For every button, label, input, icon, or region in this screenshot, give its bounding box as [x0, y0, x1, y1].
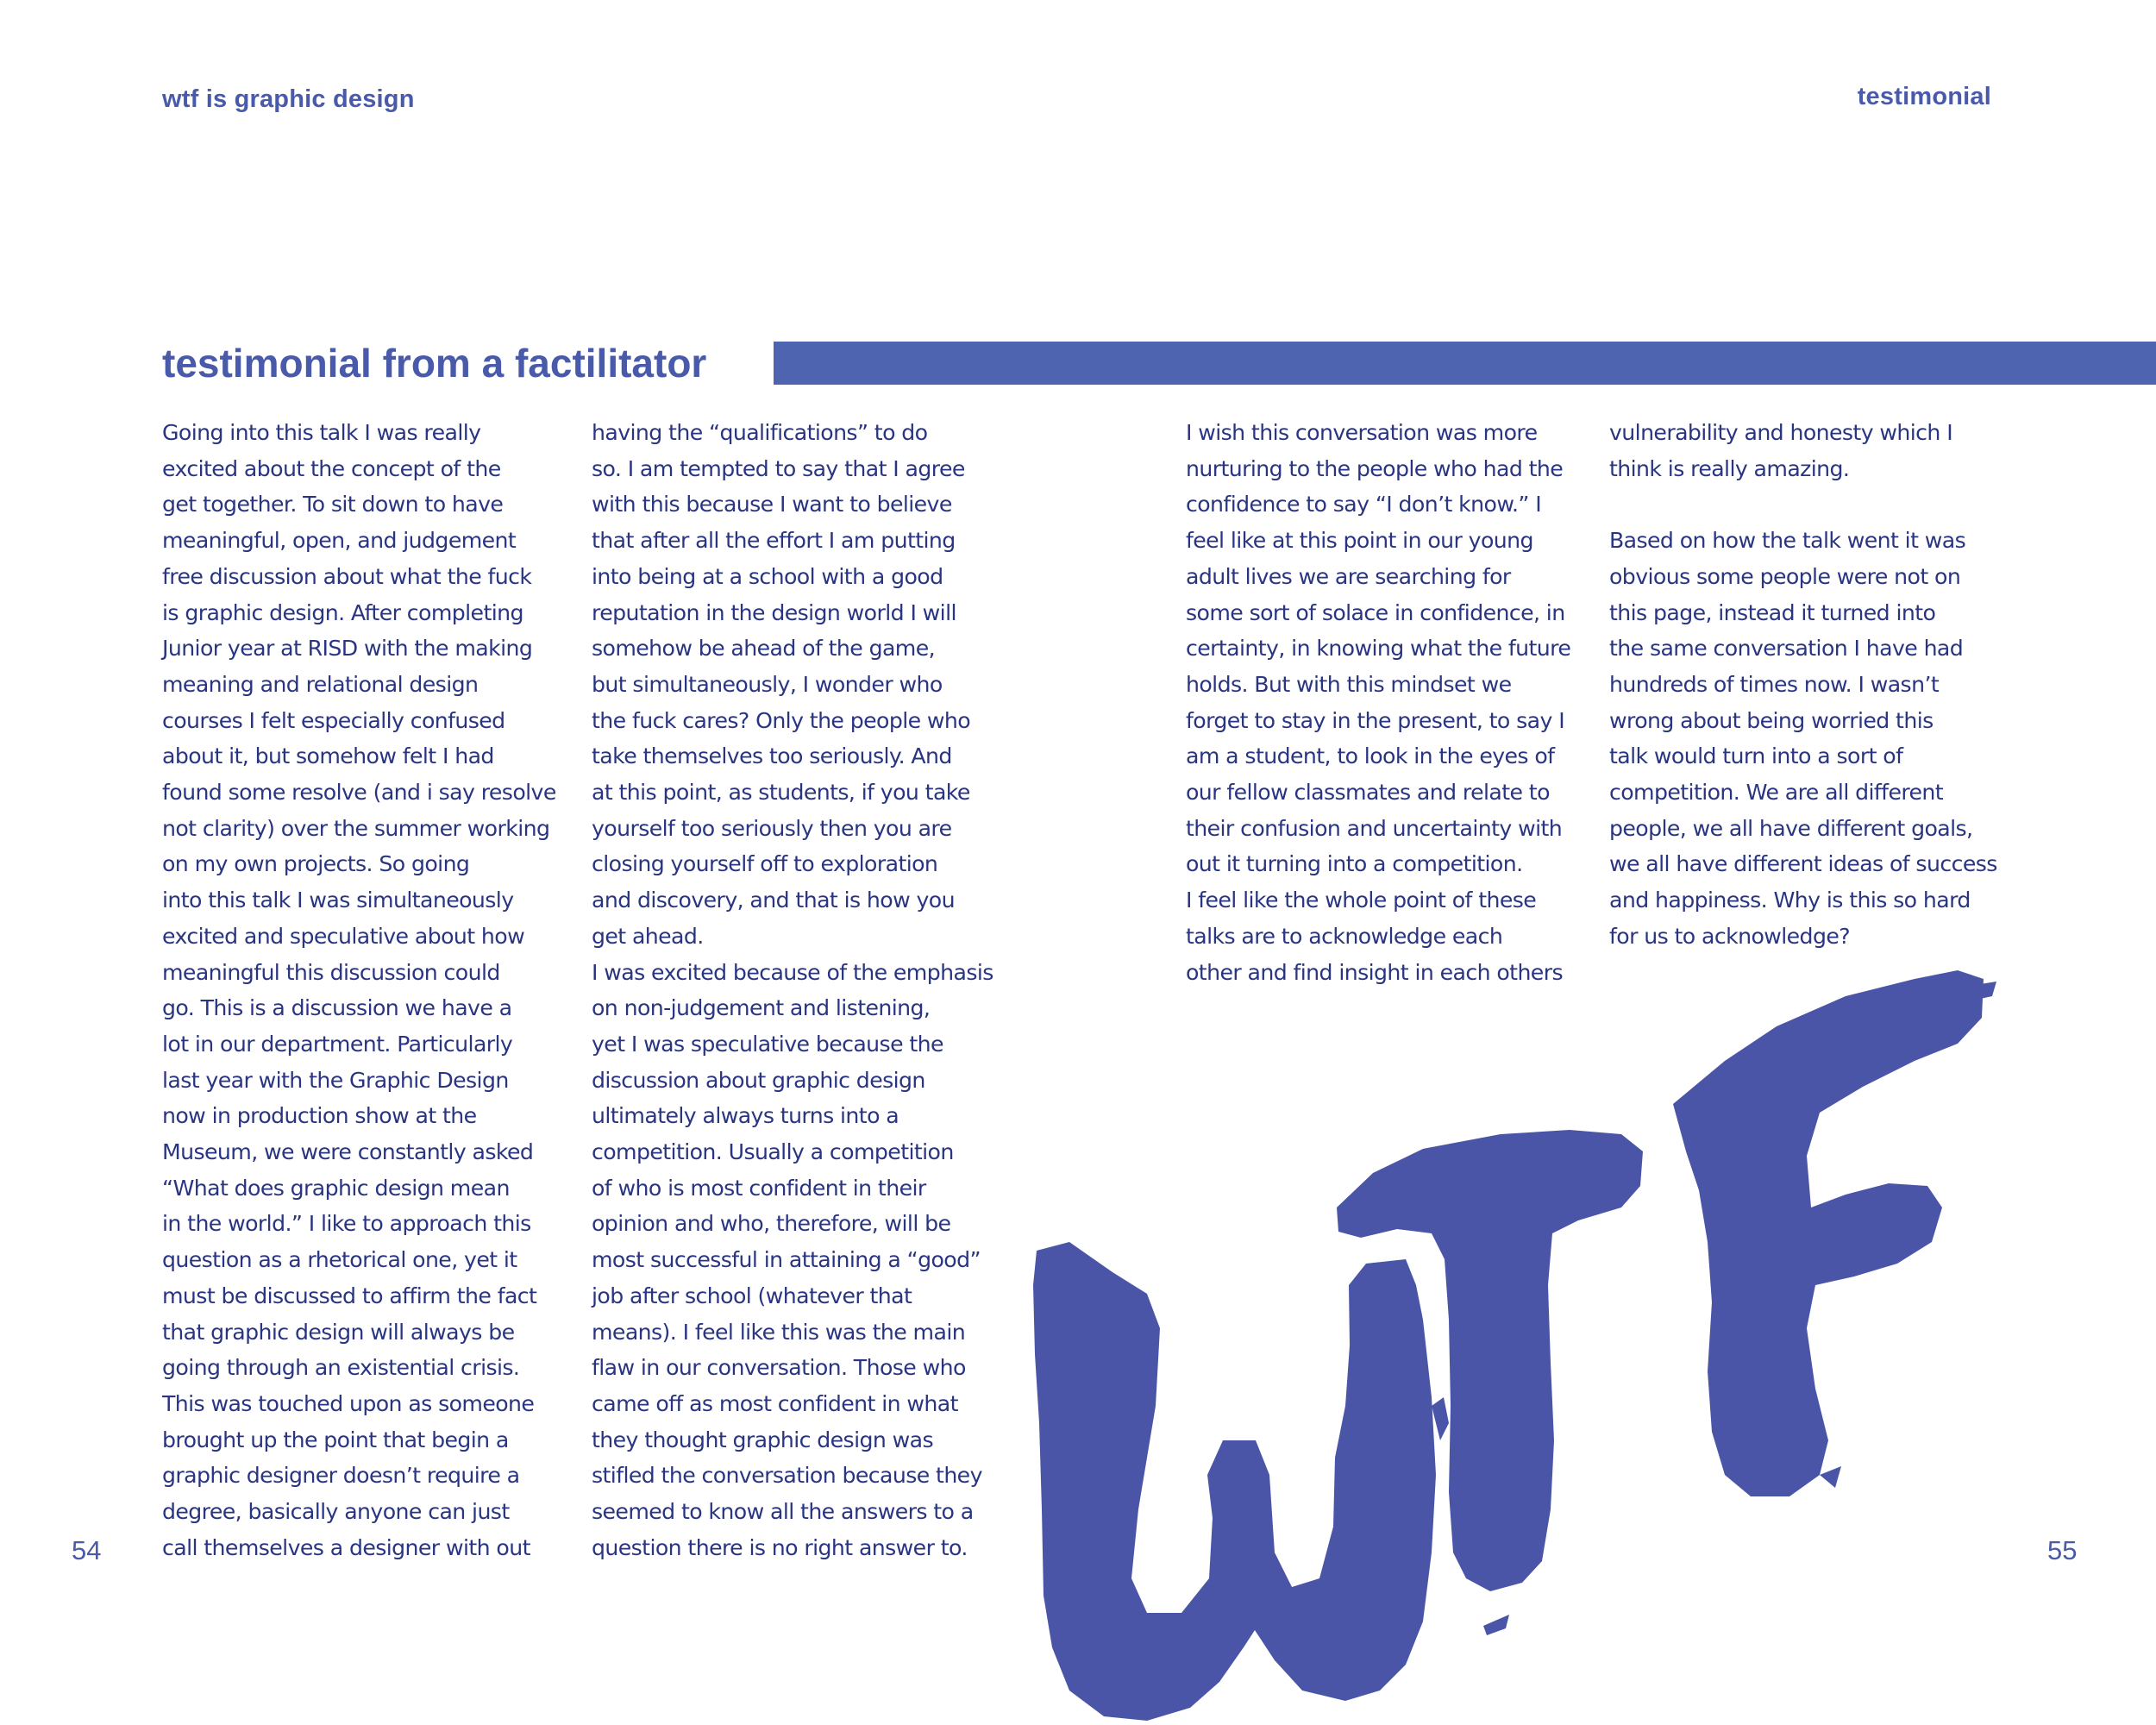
body-column-3: I wish this conversation was more nurturing to the people who had the confidence to say “I don’t know.” I feel like at this point in our young adult lives we are searching for some sort of solace in confidence, in certainty, in knowing what the future holds. But with this mindset we forget to stay in the present, to say I am a student, to look in the eyes of our fellow classmates and relate to their confusion and uncertainty with out it turning into a competition. I feel like the whole point of these talks are to acknowledge each other and find insight in each others	[1186, 420, 1571, 985]
page-number-right: 55	[2047, 1535, 2078, 1565]
article-heading: testimonial from a factilitator	[162, 341, 707, 386]
body-column-4: vulnerability and honesty which I think is really amazing. Based on how the talk went it was obvious some people were not on this page, instead it turned into the same conversation I have had hundreds of times now. I wasn’t wrong about being worried this talk would turn into a sort of competition. We are all different people, we all have different goals, we all have different ideas of success and happiness. Why is this so hard for us to acknowledge?	[1609, 420, 1997, 949]
body-column-2: having the “qualifications” to do so. I am tempted to say that I agree with this because I want to believe that after all the effort I am putting into being at a school with a good reputation in the design world I will somehow be ahead of the game, but simultaneously, I wonder who the fuck cares? Only the people who take themselves too seriously. And at this point, as students, if you take yourself too seriously then you are closing yourself off to exploration and discovery, and that is how you get ahead. I was excited because of the emphasis on non-judgement and listening, yet I was speculative because the discussion about graphic design ultimately always turns into a competition. Usually a competition of who is most confident in their opinion and who, therefore, will be most successful in attaining a “good” job after school (whatever that means). I feel like this was the main flaw in our conversation. Those who came off as most confident in what they thought graphic design was stifled the conversation because they seemed to know all the answers to a question there is no right answer to.	[592, 420, 993, 1560]
wtf-letter-w	[1033, 1242, 1436, 1721]
body-column-1: Going into this talk I was really excited about the concept of the get together. To sit down to have meaningful, open, and judgement free discussion about what the fuck is graphic design. After completing Junior year at RISD with the making meaning and relational design courses I felt especially confused about it, but somehow felt I had found some resolve (and i say resolve not clarity) over the summer working on my own projects. So going into this talk I was simultaneously excited and speculative about how meaningful this discussion could go. This is a discussion we have a lot in our department. Particularly last year with the Graphic Design now in production show at the Museum, we were constantly asked “What does graphic design mean in the world.” I like to approach this question as a rhetorical one, yet it must be discussed to affirm the fact that graphic design will always be going through an existential crisis. This was touched upon as someone brought up the point that begin a graphic designer doesn’t require a degree, basically anyone can just call themselves a designer with out	[162, 420, 556, 1560]
wtf-letter-f	[1673, 970, 1984, 1496]
page-number-left: 54	[72, 1535, 102, 1565]
heading-accent-bar	[774, 342, 2156, 385]
wtf-brush-lettering	[1018, 957, 2001, 1725]
running-head-right: testimonial	[1857, 83, 1991, 110]
running-head-left: wtf is graphic design	[162, 85, 415, 113]
wtf-brush-strokes	[1033, 970, 1996, 1721]
